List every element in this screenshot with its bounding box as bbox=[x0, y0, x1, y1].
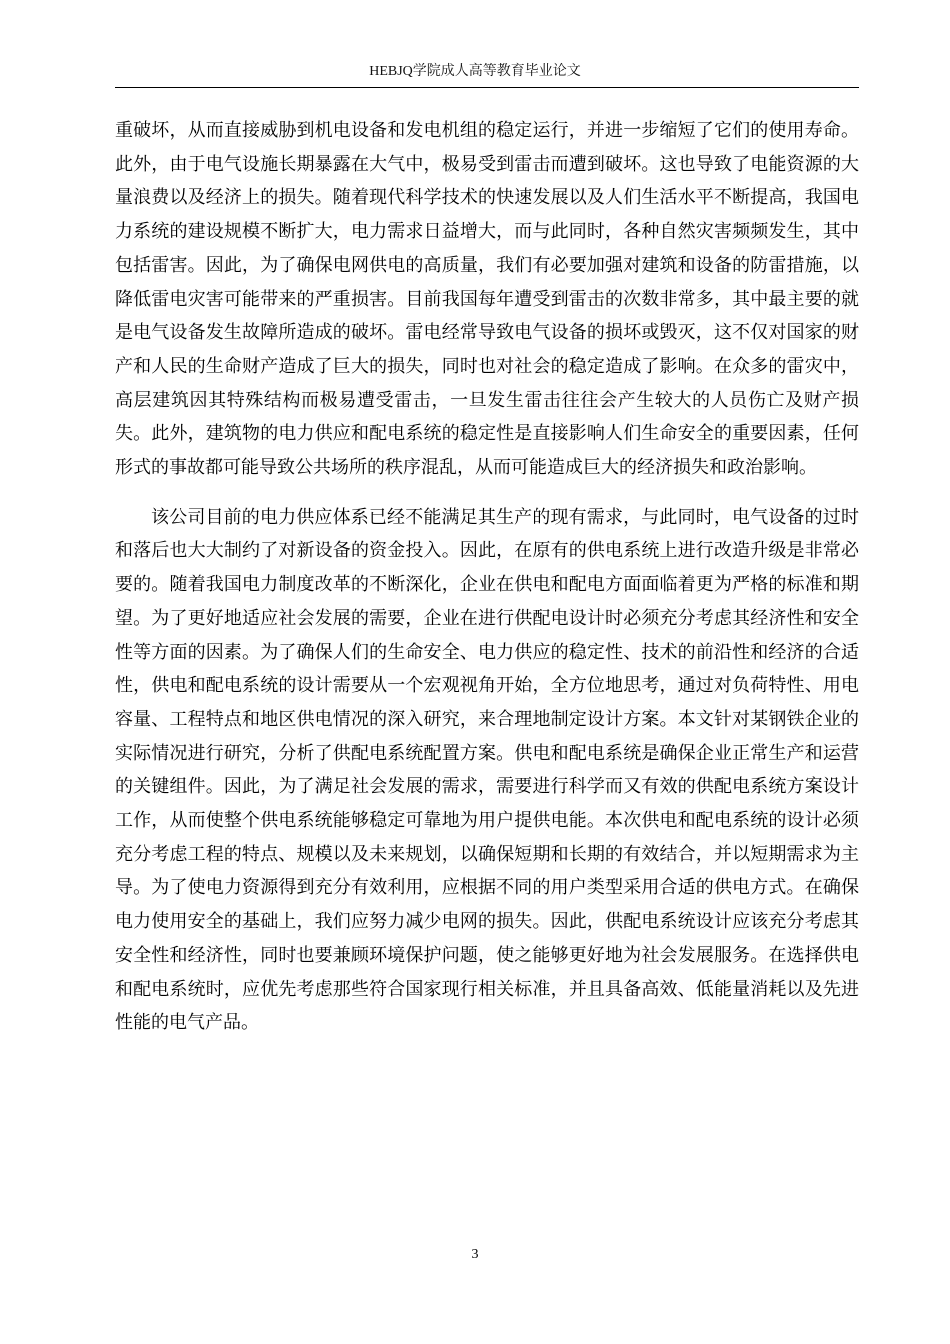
paragraph-2: 该公司目前的电力供应体系已经不能满足其生产的现有需求，与此同时，电气设备的过时和落后也大大制约了对新设备的资金投入。因此，在原有的供电系统上进行改造升级是非常必要的。随着我国电力制度改革的不断深化，企业在供电和配电方面面临着更为严格的标准和期望。为了更好地适应社会发展的需要，企业在进行供配电设计时必须充分考虑其经济性和安全性等方面的因素。为了确保人们的生命安全、电力供应的稳定性、技术的前沿性和经济的合适性，供电和配电系统的设计需要从一个宏观视角开始，全方位地思考，通过对负荷特性、用电容量、工程特点和地区供电情况的深入研究，来合理地制定设计方案。本文针对某钢铁企业的实际情况进行研究，分析了供配电系统配置方案。供电和配电系统是确保企业正常生产和运营的关键组件。因此，为了满足社会发展的需求，需要进行科学而又有效的供配电系统方案设计工作，从而使整个供电系统能够稳定可靠地为用户提供电能。本次供电和配电系统的设计必须充分考虑工程的特点、规模以及未来规划，以确保短期和长期的有效结合，并以短期需求为主导。为了使电力资源得到充分有效利用，应根据不同的用户类型采用合适的供电方式。在确保电力使用安全的基础上，我们应努力减少电网的损失。因此，供配电系统设计应该充分考虑其安全性和经济性，同时也要兼顾环境保护问题，使之能够更好地为社会发展服务。在选择供电和配电系统时，应优先考虑那些符合国家现行相关标准，并且具备高效、低能量消耗以及先进性能的电气产品。 bbox=[115, 506, 859, 1034]
page-number: 3 bbox=[471, 1247, 479, 1262]
running-header: HEBJQ学院成人高等教育毕业论文 bbox=[369, 64, 581, 79]
paragraph-1: 重破坏，从而直接威胁到机电设备和发电机组的稳定运行，并进一步缩短了它们的使用寿命。此外，由于电气设施长期暴露在大气中，极易受到雷击而遭到破坏。这也导致了电能资源的大量浪费以及经济上的损失。随着现代科学技术的快速发展以及人们生活水平不断提高，我国电力系统的建设规模不断扩大，电力需求日益增大，而与此同时，各种自然灾害频频发生，其中包括雷害。因此，为了确保电网供电的高质量，我们有必要加强对建筑和设备的防雷措施，以降低雷电灾害可能带来的严重损害。目前我国每年遭受到雷击的次数非常多，其中最主要的就是电气设备发生故障所造成的破坏。雷电经常导致电气设备的损坏或毁灭，这不仅对国家的财产和人民的生命财产造成了巨大的损失，同时也对社会的稳定造成了影响。在众多的雷灾中，高层建筑因其特殊结构而极易遭受雷击，一旦发生雷击往往会产生较大的人员伤亡及财产损失。此外，建筑物的电力供应和配电系统的稳定性是直接影响人们生命安全的重要因素，任何形式的事故都可能导致公共场所的秩序混乱，从而可能造成巨大的经济损失和政治影响。 bbox=[115, 120, 859, 479]
body-text bbox=[115, 114, 859, 1040]
header-divider bbox=[115, 87, 859, 88]
